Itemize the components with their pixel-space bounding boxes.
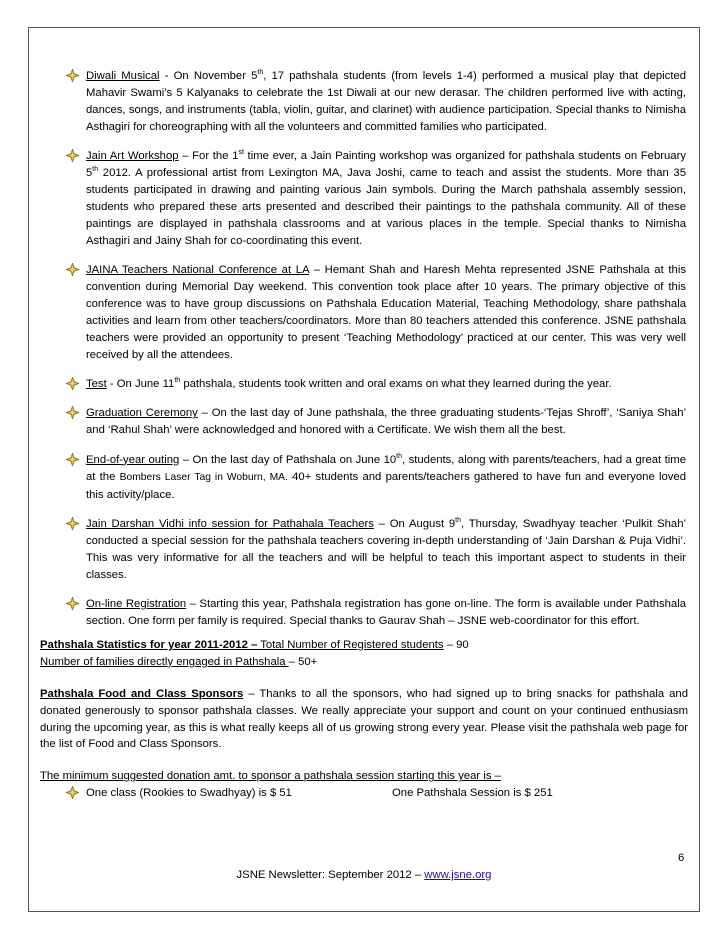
item-text: – On the last day of June pathshala, the three graduating students-‘Tejas Shroff’, ‘Saniya Shah’ and ‘Rahul Shah’ were acknowledged and honored with a Certificate. We wish them all the best. — [86, 407, 686, 437]
item-text: , Thursday, Swadhyay teacher ‘Pulkit Shah’ conducted a special session for the pathshala teachers covering in-depth understanding of ‘Jain Darshan & Puja Vidhi’. This was very informative for all the teachers and will be helpful to teach this important aspect to students in their classes. — [86, 517, 686, 581]
sponsors-text: – Thanks to all the sponsors, who had signed up to bring snacks for pathshala and donated generously to sponsor pathshala classes. We really appreciate your support and count on your continued enthusiasm during the upcoming year, as this is what really keeps all of us growing strong every year. Please visit the pathshala web page for the list of Food and Class Sponsors. — [40, 687, 689, 751]
donation-session: One Pathshala Session is $ 251 — [392, 787, 553, 800]
families-label: Number of families directly engaged in Pathshala — [40, 655, 289, 668]
registered-label: Total Number of Registered students — [257, 638, 444, 651]
superscript: th — [257, 69, 264, 77]
item-text: – Starting this year, Pathshala registration has gone on-line. The form is available under Pathshala section. One form per family is required. Special thanks to Gaurav Shah – JSNE web-coordinator for this effort. — [86, 598, 686, 627]
item-text: – On August 9 — [373, 517, 456, 530]
diamond-bullet-icon — [66, 69, 79, 82]
item-text: , 17 pathshala students (from levels 1-4) performed a musical play that depicted Mahavir Swami’s 5 Kalyanaks to celebrate the 1st Diwali at our new derasar. The children performed live with acting, dances, songs, and instruments (tabla, violin, guitar, and clarinet) with audience participation. Special thanks to Nimisha Asthagiri for choreographing with all the volunteers and committed families who participated. — [86, 70, 687, 133]
sponsors-heading: Pathshala Food and Class Sponsors — [40, 687, 244, 700]
registered-value: – 90 — [443, 638, 469, 651]
stats-heading: Pathshala Statistics for year 2011-2012 – — [40, 638, 258, 651]
list-item — [40, 148, 688, 249]
item-text: time ever, a Jain Painting workshop was organized for pathshala students on February 5 — [86, 150, 686, 180]
item-title: Graduation Ceremony — [86, 407, 198, 420]
footer-text: JSNE Newsletter: September 2012 – — [236, 869, 425, 881]
website-link[interactable]: www.jsne.org — [424, 869, 492, 881]
list-item — [40, 405, 688, 439]
superscript: th — [455, 517, 462, 525]
footer — [0, 869, 728, 881]
families-value: – 50+ — [288, 655, 318, 668]
list-item — [40, 262, 688, 363]
diamond-bullet-icon — [66, 149, 79, 162]
item-text: - On November 5 — [159, 70, 258, 82]
list-item — [40, 452, 688, 504]
item-title: Jain Darshan Vidhi info session for Pathahala Teachers — [86, 517, 374, 530]
diamond-bullet-icon — [66, 377, 79, 390]
item-title: Jain Art Workshop — [86, 150, 179, 163]
item-title: Diwali Musical — [86, 70, 160, 82]
item-title: Test — [86, 378, 107, 390]
item-title: JAINA Teachers National Conference at LA — [86, 264, 309, 277]
donation-heading: The minimum suggested donation amt. to sponsor a pathshala session starting this year is – — [40, 770, 501, 783]
item-text: – Hemant Shah and Haresh Mehta represented JSNE Pathshala at this convention during Memorial Day weekend. This convention took place after 10 years. The primary objective of this conference was to have group discussions on Pathshala Education Material, Teaching Methodology, share pathshala activities and learn from other teachers/coordinators. More than 80 teachers attended this conference. JSNE pathshala teachers were provided an opportunity to present ‘Teaching Methodology’ practiced at our center. This was very well received by all the attendees. — [86, 264, 687, 361]
diamond-bullet-icon — [66, 453, 79, 466]
item-title: On-line Registration — [86, 598, 187, 611]
superscript: th — [92, 166, 99, 174]
donation-row — [40, 785, 688, 802]
item-title: End-of-year outing — [86, 453, 180, 466]
superscript: st — [238, 149, 244, 157]
list-item — [40, 376, 688, 393]
item-text: Bombers Laser Tag in Woburn, MA. — [119, 471, 288, 483]
item-text: , students, along with parents/teachers, had a great time at the — [86, 453, 686, 483]
superscript: th — [174, 377, 181, 385]
diamond-bullet-icon — [66, 406, 79, 419]
page-number: 6 — [678, 852, 685, 864]
sponsors-paragraph — [40, 686, 688, 754]
donation-class: One class (Rookies to Swadhyay) is $ 51 — [86, 787, 292, 800]
newsletter-body — [40, 68, 688, 802]
item-text: 2012. A professional artist from Lexington MA, Java Joshi, came to teach and assist the students. More than 35 students participated in drawing and painting various Jain symbols. During the March pathshala assembly session, students who prepared these arts presented and described their paintings to the pathshala community. All of these paintings are displayed in pathshala classrooms and at various places in the temple. Special thanks to Nimisha Asthagiri and Jainy Shah for co-coordinating this event. — [86, 167, 686, 247]
statistics-block — [40, 637, 688, 671]
diamond-bullet-icon — [66, 786, 79, 805]
list-item — [40, 68, 688, 136]
superscript: th — [396, 452, 402, 460]
diamond-bullet-icon — [66, 597, 79, 610]
item-text: 40+ students and parents/teachers gathered to have fun and everyone loved this activity/place. — [86, 470, 687, 501]
item-text: – For the 1 — [178, 150, 239, 163]
diamond-bullet-icon — [66, 263, 79, 276]
item-text: pathshala, students took written and oral exams on what they learned during the year. — [180, 378, 612, 390]
diamond-bullet-icon — [66, 517, 79, 530]
list-item — [40, 516, 688, 584]
item-text: – On the last day of Pathshala on June 10 — [179, 453, 397, 466]
item-text: - On June 11 — [106, 378, 175, 390]
list-item — [40, 596, 688, 630]
